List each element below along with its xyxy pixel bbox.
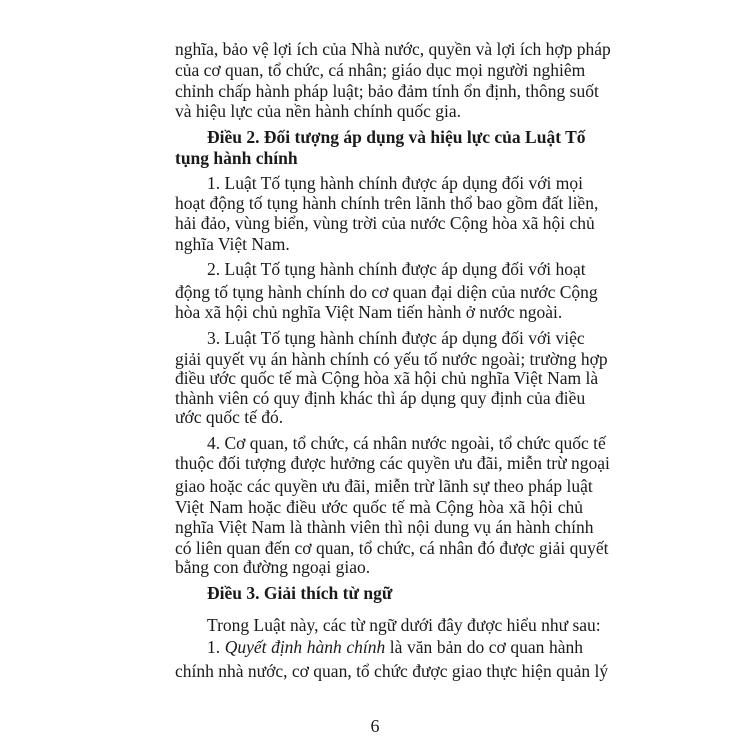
text-line: và hiệu lực của nền hành chính quốc gia. bbox=[175, 101, 461, 121]
definition-text: là văn bản do cơ quan hành bbox=[389, 637, 583, 657]
text-line: nghĩa Việt Nam. bbox=[175, 234, 290, 254]
text-line: 2. Luật Tố tụng hành chính được áp dụng đối với hoạt bbox=[207, 259, 586, 279]
text-line: thành viên có quy định khác thì áp dụng quy định của điều bbox=[175, 388, 586, 408]
text-line: ước quốc tế đó. bbox=[175, 407, 284, 427]
text-line: Việt Nam hoặc điều ước quốc tế mà Cộng hòa xã hội chủ bbox=[175, 497, 583, 517]
text-line: của cơ quan, tổ chức, cá nhân; giáo dục mọi người nghiêm bbox=[175, 60, 586, 80]
text-line: chỉnh chấp hành pháp luật; bảo đảm tính ổn định, thông suốt bbox=[175, 81, 599, 101]
text-line: điều ước quốc tế mà Cộng hòa xã hội chủ nghĩa Việt Nam là bbox=[175, 368, 599, 388]
text-line: có liên quan đến cơ quan, tổ chức, cá nhân đó được giải quyết bbox=[175, 538, 609, 558]
text-line: giao hoặc các quyền ưu đãi, miễn trừ lãnh sự theo pháp luật bbox=[175, 476, 593, 496]
article-heading: Điều 3. Giải thích từ ngữ bbox=[207, 583, 393, 603]
text-line: 4. Cơ quan, tổ chức, cá nhân nước ngoài, tổ chức quốc tế bbox=[207, 433, 606, 453]
text-line: 1. Luật Tố tụng hành chính được áp dụng đối với mọi bbox=[207, 173, 583, 193]
article-heading: tụng hành chính bbox=[175, 148, 298, 168]
text-line: giải quyết vụ án hành chính có yếu tố nước ngoài; trường hợp bbox=[175, 349, 608, 369]
page-number: 6 bbox=[370, 716, 380, 736]
text-line: thuộc đối tượng được hưởng các quyền ưu đãi, miễn trừ ngoại bbox=[175, 453, 610, 473]
item-number: 1. bbox=[207, 637, 221, 657]
text-line: Trong Luật này, các từ ngữ dưới đây được hiểu như sau: bbox=[207, 615, 601, 635]
definition-line bbox=[207, 636, 583, 658]
text-line: chính nhà nước, cơ quan, tổ chức được giao thực hiện quản lý bbox=[175, 661, 609, 681]
text-line: hòa xã hội chủ nghĩa Việt Nam tiến hành ở nước ngoài. bbox=[175, 302, 563, 322]
text-line: nghĩa, bảo vệ lợi ích của Nhà nước, quyền và lợi ích hợp pháp bbox=[175, 39, 611, 59]
text-line: động tố tụng hành chính do cơ quan đại diện của nước Cộng bbox=[175, 282, 598, 302]
text-line: 3. Luật Tố tụng hành chính được áp dụng đối với việc bbox=[207, 328, 585, 348]
article-heading: Điều 2. Đối tượng áp dụng và hiệu lực của Luật Tố bbox=[207, 127, 586, 147]
text-line: bằng con đường ngoại giao. bbox=[175, 557, 371, 577]
text-line: hải đảo, vùng biển, vùng trời của nước Cộng hòa xã hội chủ bbox=[175, 213, 595, 233]
text-line: hoạt động tố tụng hành chính trên lãnh thổ bao gồm đất liền, bbox=[175, 193, 599, 213]
defined-term: Quyết định hành chính bbox=[224, 637, 386, 657]
text-line: nghĩa Việt Nam là thành viên thì nội dung vụ án hành chính bbox=[175, 517, 594, 537]
